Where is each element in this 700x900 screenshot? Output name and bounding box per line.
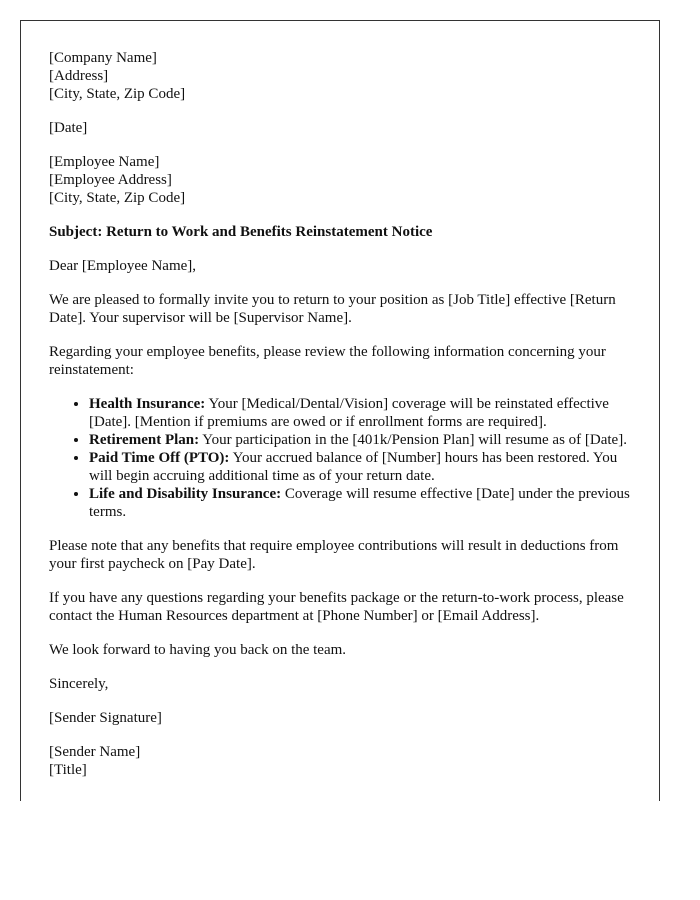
benefit-item-health-insurance bbox=[89, 395, 631, 431]
benefit-label: Life and Disability Insurance: bbox=[89, 486, 282, 502]
sender-signature: [Sender Signature] bbox=[49, 710, 162, 726]
benefit-text: Your participation in the [401k/Pension Plan] will resume as of [Date]. bbox=[199, 432, 627, 448]
benefits-intro-paragraph: Regarding your employee benefits, please review the following information concerning your reinstatement: bbox=[49, 344, 606, 378]
company-name: [Company Name] bbox=[49, 50, 157, 66]
closing: Sincerely, bbox=[49, 676, 109, 692]
salutation: Dear [Employee Name], bbox=[49, 258, 197, 274]
letter-document bbox=[20, 20, 660, 801]
sender-title: [Title] bbox=[49, 762, 87, 778]
recipient-address-block bbox=[49, 153, 631, 207]
sender-name-block bbox=[49, 743, 631, 779]
benefit-item-retirement-plan bbox=[89, 431, 631, 449]
benefit-label: Paid Time Off (PTO): bbox=[89, 450, 230, 466]
benefits-list bbox=[49, 395, 631, 521]
company-city-state-zip: [City, State, Zip Code] bbox=[49, 86, 186, 102]
date-block bbox=[49, 119, 631, 137]
contact-paragraph: If you have any questions regarding your benefits package or the return-to-work process, please contact the Human Resources department at [Phone Number] or [Email Address]. bbox=[49, 590, 624, 624]
intro-paragraph: We are pleased to formally invite you to return to your position as [Job Title] effective [Return Date]. Your supervisor will be [Supervisor Name]. bbox=[49, 292, 616, 326]
benefit-item-life-disability bbox=[89, 485, 631, 521]
closing-line-paragraph: We look forward to having you back on the team. bbox=[49, 642, 347, 658]
benefit-text: Your [Medical/Dental/Vision] coverage will be reinstated effective [Date]. [Mention if premiums are owed or if enrollment forms are required]. bbox=[89, 396, 609, 430]
sender-name: [Sender Name] bbox=[49, 744, 141, 760]
benefit-item-pto bbox=[89, 449, 631, 485]
company-address: [Address] bbox=[49, 68, 109, 84]
benefit-label: Retirement Plan: bbox=[89, 432, 200, 448]
subject-line: Subject: Return to Work and Benefits Reinstatement Notice bbox=[49, 224, 433, 240]
benefit-text: Your accrued balance of [Number] hours has been restored. You will begin accruing additional time as of your return date. bbox=[89, 450, 618, 484]
deductions-paragraph: Please note that any benefits that require employee contributions will result in deductions from your first paycheck on [Pay Date]. bbox=[49, 538, 619, 572]
sender-address-block bbox=[49, 49, 631, 103]
employee-name: [Employee Name] bbox=[49, 154, 160, 170]
letter-date: [Date] bbox=[49, 120, 88, 136]
employee-address: [Employee Address] bbox=[49, 172, 172, 188]
employee-city-state-zip: [City, State, Zip Code] bbox=[49, 190, 186, 206]
benefit-label: Health Insurance: bbox=[89, 396, 206, 412]
benefit-text: Coverage will resume effective [Date] under the previous terms. bbox=[89, 486, 630, 520]
